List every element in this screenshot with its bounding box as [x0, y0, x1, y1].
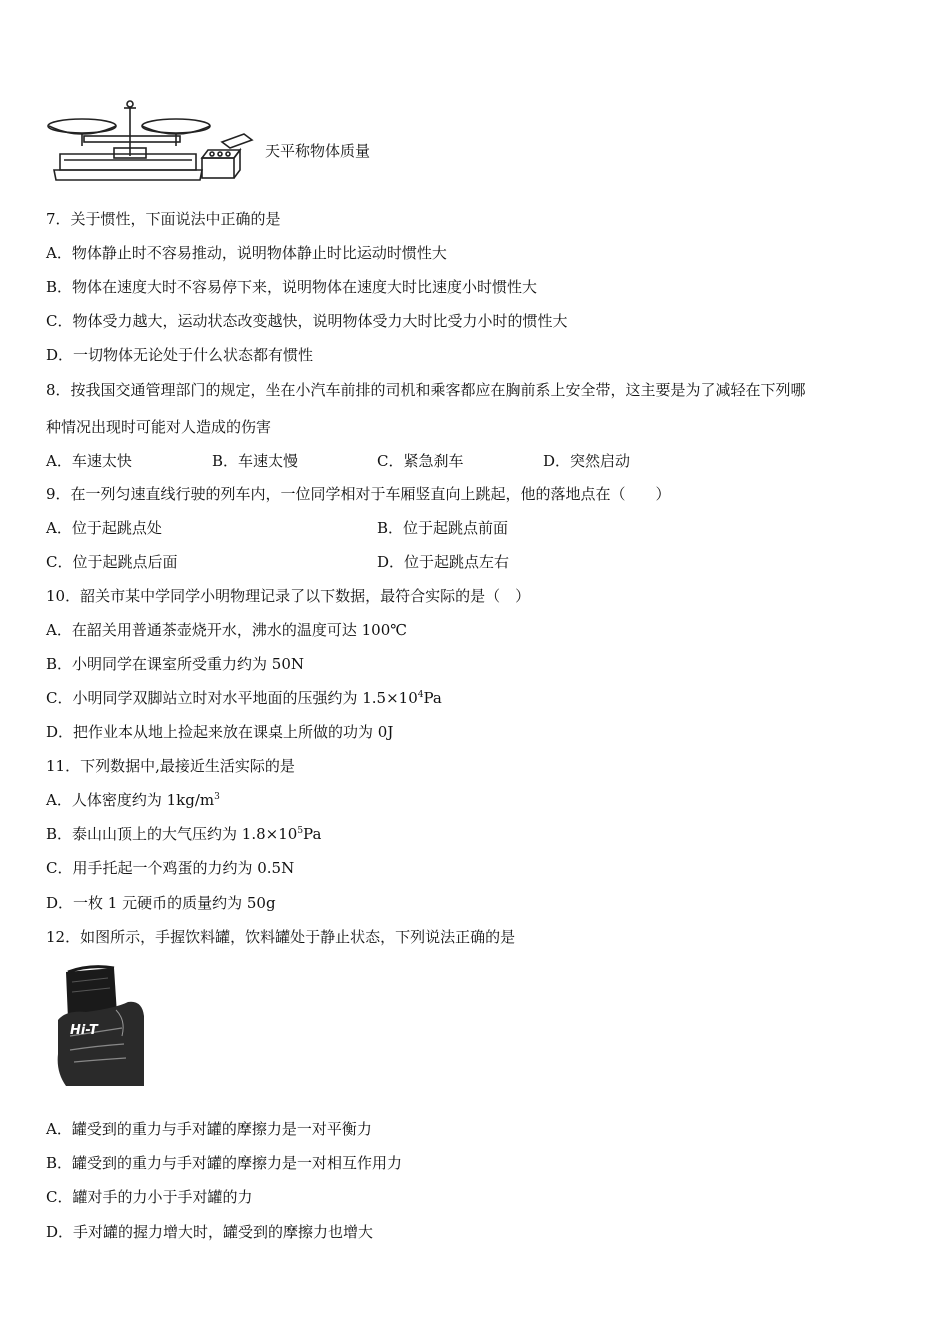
- q12-option-d: D．手对罐的握力增大时，罐受到的摩擦力也增大: [46, 1223, 374, 1241]
- balance-scale-figure: [44, 96, 259, 188]
- q10-option-c-unit: Pa: [423, 689, 442, 707]
- q11-option-b: [46, 824, 321, 844]
- q11-option-a: [46, 790, 220, 810]
- hand-holding-can-figure: [56, 962, 146, 1088]
- q11-option-b-unit: Pa: [303, 825, 322, 843]
- q10-option-c: [46, 688, 442, 708]
- can-label-text: Hi-T: [70, 1023, 98, 1038]
- q7-stem: 7．关于惯性，下面说法中正确的是: [46, 210, 281, 228]
- q7-option-c: C．物体受力越大，运动状态改变越快，说明物体受力大时比受力小时的惯性大: [46, 312, 568, 330]
- q9-option-d: D．位于起跳点左右: [377, 553, 510, 571]
- q12-stem: 12．如图所示，手握饮料罐，饮料罐处于静止状态，下列说法正确的是: [46, 928, 516, 946]
- q10-option-d: D．把作业本从地上捡起来放在课桌上所做的功为 0J: [46, 723, 394, 741]
- q11-option-b-text: B．泰山山顶上的大气压约为 1.8×10: [46, 825, 298, 843]
- q12-option-b: B．罐受到的重力与手对罐的摩擦力是一对相互作用力: [46, 1154, 403, 1172]
- q10-stem: 10．韶关市某中学同学小明物理记录了以下数据，最符合实际的是（ ）: [46, 587, 531, 605]
- q11-option-a-exponent: 3: [214, 792, 220, 802]
- q8-option-c: C．紧急刹车: [377, 452, 464, 470]
- q9-stem: 9．在一列匀速直线行驶的列车内，一位同学相对于车厢竖直向上跳起，他的落地点在（ ）: [46, 485, 671, 503]
- q9-option-b: B．位于起跳点前面: [377, 519, 509, 537]
- q11-stem: 11．下列数据中,最接近生活实际的是: [46, 757, 295, 775]
- q12-option-a: A．罐受到的重力与手对罐的摩擦力是一对平衡力: [46, 1120, 372, 1138]
- q8-stem-line1: 8．按我国交通管理部门的规定，坐在小汽车前排的司机和乘客都应在胸前系上安全带，这主要是为了减轻在下列哪: [46, 381, 806, 399]
- q9-option-c: C．位于起跳点后面: [46, 553, 178, 571]
- q9-option-a: A．位于起跳点处: [46, 519, 162, 537]
- q8-stem-line2: 种情况出现时可能对人造成的伤害: [46, 418, 272, 436]
- q11-option-b-exponent: 5: [297, 826, 304, 836]
- q11-option-d: D．一枚 1 元硬币的质量约为 50g: [46, 894, 276, 912]
- q10-option-a: A．在韶关用普通茶壶烧开水，沸水的温度可达 100℃: [46, 621, 408, 639]
- balance-figure-caption: 天平称物体质量: [265, 142, 371, 160]
- q10-option-c-exponent: 4: [417, 690, 424, 700]
- q11-option-a-text: A．人体密度约为 1kg/m: [46, 791, 215, 809]
- q11-option-c: C．用手托起一个鸡蛋的力约为 0.5N: [46, 859, 295, 877]
- q10-option-b: B．小明同学在课室所受重力约为 50N: [46, 655, 305, 673]
- q7-option-b: B．物体在速度大时不容易停下来，说明物体在速度大时比速度小时惯性大: [46, 278, 538, 296]
- q8-option-d: D．突然启动: [543, 452, 631, 470]
- q10-option-c-text: C．小明同学双脚站立时对水平地面的压强约为 1.5×10: [46, 689, 418, 707]
- q8-option-a: A．车速太快: [46, 452, 132, 470]
- q8-option-b: B．车速太慢: [212, 452, 299, 470]
- q7-option-d: D．一切物体无论处于什么状态都有惯性: [46, 346, 314, 364]
- q12-option-c: C．罐对手的力小于手对罐的力: [46, 1188, 253, 1206]
- q7-option-a: A．物体静止时不容易推动，说明物体静止时比运动时惯性大: [46, 244, 447, 262]
